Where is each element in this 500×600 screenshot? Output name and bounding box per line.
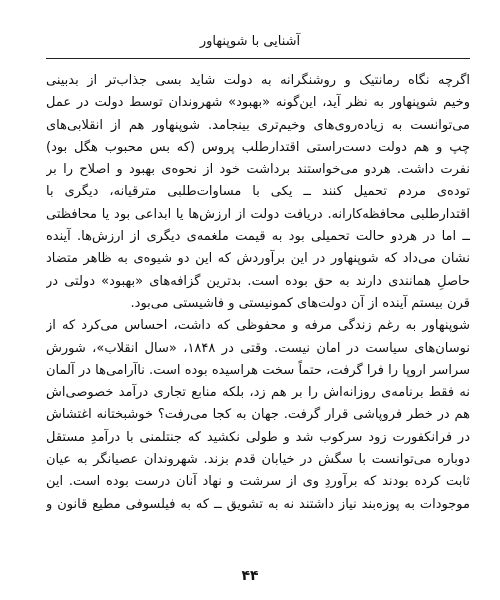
text-line: حاصلِ همانندی دارند به حق بوده است. بدترین گزافه‌های «بهبود» دولتی در — [46, 273, 470, 289]
text-line: می‌توانست به زیاده‌روی‌های وخیم‌تری بینجامد. شوپنهاور هم از انقلابی‌های — [46, 117, 470, 133]
text-line: نشان می‌داد که شوپنهاور در این برآوردش که این دو شیوه‌ی به ظاهر متضاد — [46, 251, 470, 267]
page-number: ۴۴ — [241, 568, 259, 584]
text-line: نه فقط برنامه‌ی روزانه‌اش را بر هم زد، بلکه منابع تجاری درآمد خصوصی‌اش — [46, 385, 470, 401]
header-rule — [46, 58, 470, 59]
text-line: نوسان‌های سیاست در امان نیست. وقتی در ۱۸۴۸، «سال انقلاب»، شورش — [46, 340, 470, 356]
running-head: آشنایی با شوپنهاور — [199, 34, 301, 49]
text-line: دوباره می‌توانست با سگش در خیابان قدم بزند. شهروندان عصیانگر به عیان — [46, 452, 470, 468]
text-line: در فرانکفورت زود سرکوب شد و طولی نکشید که جنتلمنی با درآمدِ مستقل — [46, 429, 470, 445]
text-line: سراسر اروپا را فرا گرفت، حتماً سخت هراسیده بوده است. ناآرامی‌ها در آلمان — [46, 362, 470, 378]
text-line: ــ اما در هردو حالت تحمیلی بود به قیمت ملغمه‌ی دیگری از ارزش‌ها. آینده — [46, 229, 470, 245]
text-line: توده‌ی مردم تحمیل کنند ــ یکی با مساوات‌طلبی مترقیانه، دیگری با — [46, 184, 470, 200]
text-line: شوپنهاور به رغم زندگی مرفه و محفوظی که داشت، احساس می‌کرد که از — [46, 318, 470, 334]
text-line: موجودات به پوزه‌بند نیاز داشتند نه به تشویق ــ که به فیلسوفی مطیع قانون و — [46, 496, 470, 512]
body-text — [46, 70, 470, 516]
text-line: هم در خطر فروپاشی قرار گرفت. جهان به کجا می‌رفت؟ خوشبختانه اغتشاش — [46, 407, 470, 423]
paragraph-end-line: قرن بیستم آینده از آن دولت‌های کمونیستی و فاشیستی می‌بود. — [130, 295, 470, 311]
text-line: وخیم شوپنهاور به نظر آید، این‌گونه «بهبود» شهروندان توسط دولت در عمل — [46, 95, 470, 111]
text-line: نفرت داشت. هردو می‌خواستند برداشت خود از نحوه‌ی بهبود و اصلاح را بر — [46, 162, 470, 178]
text-line: اقتدارطلبی محافظه‌کارانه. دریافت دولت از ارزش‌ها یا ابداعی بود یا محافظتی — [46, 206, 470, 222]
text-line: ثابت کرده بودند که برآوردِ وی از سرشت و نهاد آنان درست بوده است. این — [46, 474, 470, 490]
text-line: چپ و هم دولت دست‌راستی اقتدارطلب پروس (که بس محبوب هگل بود) — [46, 139, 470, 155]
text-line: اگرچه نگاه رمانتیک و روشنگرانه به دولت شاید بسی جذاب‌تر از بدبینی — [46, 73, 470, 88]
